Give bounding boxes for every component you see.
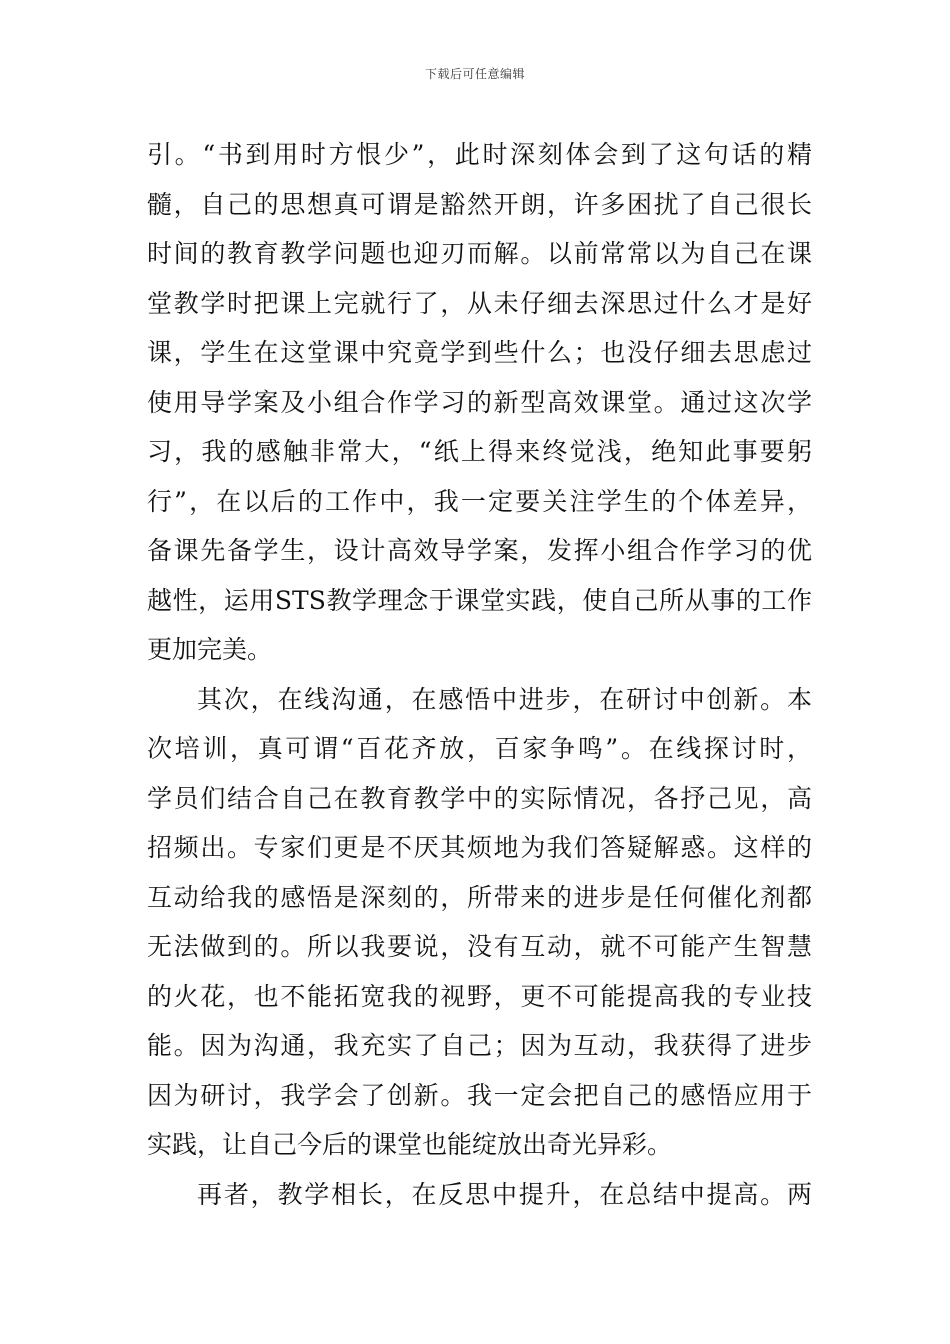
text-line: 髓，自己的思想真可谓是豁然开朗，许多困扰了自己很长 bbox=[147, 189, 812, 219]
text-line: 备课先备学生，设计高效导学案，发挥小组合作学习的优 bbox=[147, 536, 812, 565]
text-line: 时间的教育教学问题也迎刃而解。以前常常以为自己在课 bbox=[147, 239, 812, 268]
paragraph-first-line: 其次，在线沟通，在感悟中进步，在研讨中创新。本 bbox=[197, 684, 812, 714]
text-line: 使用导学案及小组合作学习的新型高效课堂。通过这次学 bbox=[147, 387, 812, 417]
header-note: 下载后可任意编辑 bbox=[424, 67, 525, 81]
text-line: 能。因为沟通，我充实了自己；因为互动，我获得了进步 bbox=[147, 1031, 812, 1060]
text-line: 因为研讨，我学会了创新。我一定会把自己的感悟应用于 bbox=[147, 1080, 812, 1110]
text-line: 课，学生在这堂课中究竟学到些什么；也没仔细去思虑过 bbox=[147, 338, 812, 367]
text-line: 实践，让自己今后的课堂也能绽放出奇光异彩。 bbox=[147, 1130, 673, 1159]
text-line: 习，我的感触非常大，“纸上得来终觉浅，绝知此事要躬 bbox=[147, 437, 812, 466]
text-line: 的火花，也不能拓宽我的视野，更不可能提高我的专业技 bbox=[147, 981, 812, 1011]
text-line: 堂教学时把课上完就行了，从未仔细去深思过什么才是好 bbox=[147, 288, 812, 318]
paragraph-first-line: 再者，教学相长，在反思中提升，在总结中提高。两 bbox=[197, 1179, 812, 1209]
text-line: 引。“书到用时方恨少”，此时深刻体会到了这句话的精 bbox=[147, 140, 812, 169]
text-line: 更加完美。 bbox=[147, 635, 273, 664]
text-line: 互动给我的感悟是深刻的，所带来的进步是任何催化剂都 bbox=[147, 882, 812, 912]
text-line: 学员们结合自己在教育教学中的实际情况，各抒己见，高 bbox=[147, 783, 812, 813]
text-line: 无法做到的。所以我要说，没有互动，就不可能产生智慧 bbox=[147, 932, 812, 961]
text-line: 次培训，真可谓“百花齐放，百家争鸣”。在线探讨时， bbox=[147, 734, 812, 763]
text-line: 招频出。专家们更是不厌其烦地为我们答疑解惑。这样的 bbox=[147, 833, 812, 862]
text-line: 越性，运用STS教学理念于课堂实践，使自己所从事的工作 bbox=[147, 585, 812, 615]
text-line: 行”，在以后的工作中，我一定要关注学生的个体差异， bbox=[147, 486, 812, 516]
document-body bbox=[147, 130, 812, 1219]
